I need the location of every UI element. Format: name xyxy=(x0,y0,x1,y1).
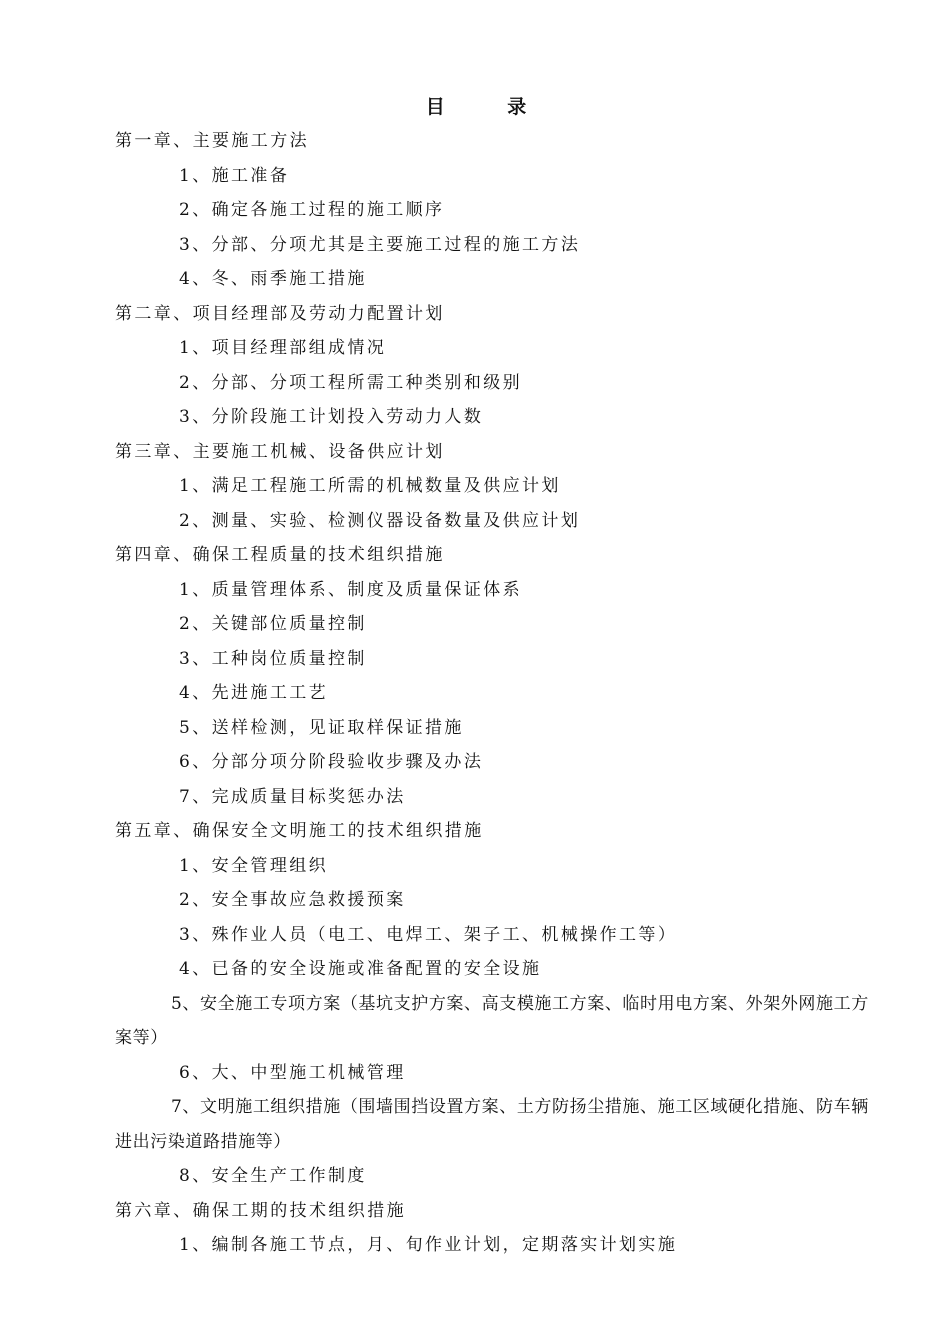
toc-item: 1、编制各施工节点，月、旬作业计划，定期落实计划实施 xyxy=(179,1235,678,1255)
toc-item: 4、已备的安全设施或准备配置的安全设施 xyxy=(179,959,542,979)
page-title: 目 录 xyxy=(425,96,555,118)
toc-chapter: 第五章、确保安全文明施工的技术组织措施 xyxy=(115,821,484,841)
toc-item: 7、文明施工组织措施（围墙围挡设置方案、土方防扬尘措施、施工区域硬化措施、防车辆进出污染道路措施等） xyxy=(115,1097,869,1152)
toc-item: 2、测量、实验、检测仪器设备数量及供应计划 xyxy=(179,510,581,531)
toc-item: 1、项目经理部组成情况 xyxy=(179,338,387,358)
toc-item: 3、分阶段施工计划投入劳动力人数 xyxy=(179,407,484,427)
toc-item: 5、安全施工专项方案（基坑支护方案、高支模施工方案、临时用电方案、外架外网施工方案等） xyxy=(115,993,869,1048)
toc-item: 2、关键部位质量控制 xyxy=(179,614,367,634)
toc-item: 7、完成质量目标奖惩办法 xyxy=(179,786,406,807)
toc-item: 2、分部、分项工程所需工种类别和级别 xyxy=(179,372,523,393)
toc-item: 2、安全事故应急救援预案 xyxy=(179,890,406,910)
toc-item: 1、施工准备 xyxy=(179,165,290,186)
toc-chapter: 第一章、主要施工方法 xyxy=(115,131,309,151)
toc-item: 8、安全生产工作制度 xyxy=(179,1166,367,1186)
toc-item: 3、工种岗位质量控制 xyxy=(179,648,367,669)
toc-item: 3、殊作业人员（电工、电焊工、架子工、机械操作工等） xyxy=(179,924,678,945)
toc-chapter: 第四章、确保工程质量的技术组织措施 xyxy=(115,545,445,565)
toc-item: 1、满足工程施工所需的机械数量及供应计划 xyxy=(179,476,561,496)
toc-item: 3、分部、分项尤其是主要施工过程的施工方法 xyxy=(179,234,581,255)
toc-item: 1、质量管理体系、制度及质量保证体系 xyxy=(179,579,523,600)
toc-item: 6、大、中型施工机械管理 xyxy=(179,1062,406,1083)
toc-chapter: 第三章、主要施工机械、设备供应计划 xyxy=(115,441,445,462)
toc-item: 1、安全管理组织 xyxy=(179,855,329,876)
toc-chapter: 第二章、项目经理部及劳动力配置计划 xyxy=(115,303,445,324)
toc-item: 6、分部分项分阶段验收步骤及办法 xyxy=(179,752,484,772)
toc-chapter: 第六章、确保工期的技术组织措施 xyxy=(115,1200,406,1221)
toc-item: 4、冬、雨季施工措施 xyxy=(179,269,367,289)
toc-item: 4、先进施工工艺 xyxy=(179,683,329,703)
toc-item: 2、确定各施工过程的施工顺序 xyxy=(179,200,445,220)
toc-item: 5、送样检测，见证取样保证措施 xyxy=(179,717,464,738)
table-of-contents xyxy=(115,124,870,1263)
